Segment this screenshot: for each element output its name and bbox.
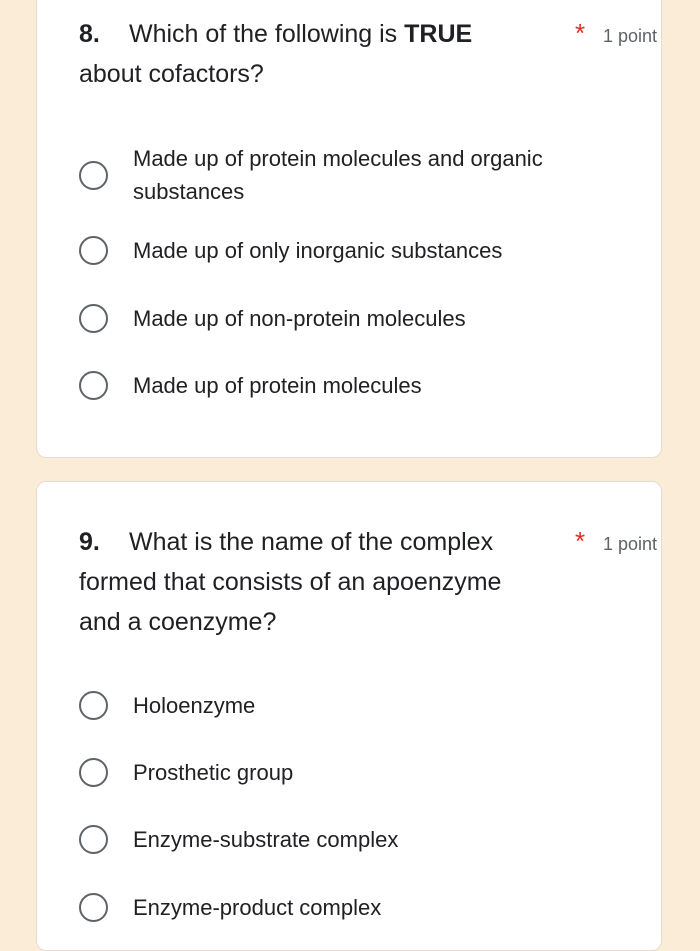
radio-button[interactable] (79, 691, 108, 720)
radio-button[interactable] (79, 758, 108, 787)
option-row[interactable] (79, 891, 639, 924)
option-label[interactable]: Prosthetic group (133, 760, 294, 785)
question-header (79, 14, 658, 94)
question-title (79, 14, 535, 94)
emphasis-text: TRUE (404, 20, 473, 48)
option-row[interactable] (79, 689, 639, 722)
question-card-8 (36, 0, 662, 458)
option-label[interactable]: Made up of non-protein molecules (133, 306, 466, 331)
question-text: Which of the following is TRUE about cofactors? (79, 20, 473, 88)
option-row[interactable] (79, 369, 639, 402)
option-label[interactable]: Enzyme-product complex (133, 895, 382, 920)
question-header (79, 522, 658, 642)
radio-button[interactable] (79, 371, 108, 400)
question-card-9 (36, 481, 662, 951)
radio-button[interactable] (79, 304, 108, 333)
option-label[interactable]: Enzyme-substrate complex (133, 827, 399, 852)
points-label: 1 point (603, 26, 658, 46)
question-title (79, 522, 535, 642)
radio-button[interactable] (79, 236, 108, 265)
option-row[interactable] (79, 234, 639, 267)
question-text: What is the name of the complex formed that consists of an apoenzyme and a coenzyme? (79, 528, 502, 636)
option-label[interactable]: Made up of protein molecules and organic substances (133, 146, 543, 204)
radio-button[interactable] (79, 825, 108, 854)
required-asterisk: * (575, 526, 586, 556)
option-row[interactable] (79, 142, 639, 208)
radio-button[interactable] (79, 893, 108, 922)
option-label[interactable]: Made up of protein molecules (133, 373, 422, 398)
option-label[interactable]: Made up of only inorganic substances (133, 238, 503, 263)
option-row[interactable] (79, 302, 639, 335)
option-row[interactable] (79, 823, 639, 856)
question-number: 9. (79, 528, 100, 556)
points-label: 1 point (603, 534, 658, 554)
option-row[interactable] (79, 756, 639, 789)
radio-button[interactable] (79, 161, 108, 190)
option-label[interactable]: Holoenzyme (133, 693, 256, 718)
question-number: 8. (79, 20, 100, 48)
required-asterisk: * (575, 18, 586, 48)
